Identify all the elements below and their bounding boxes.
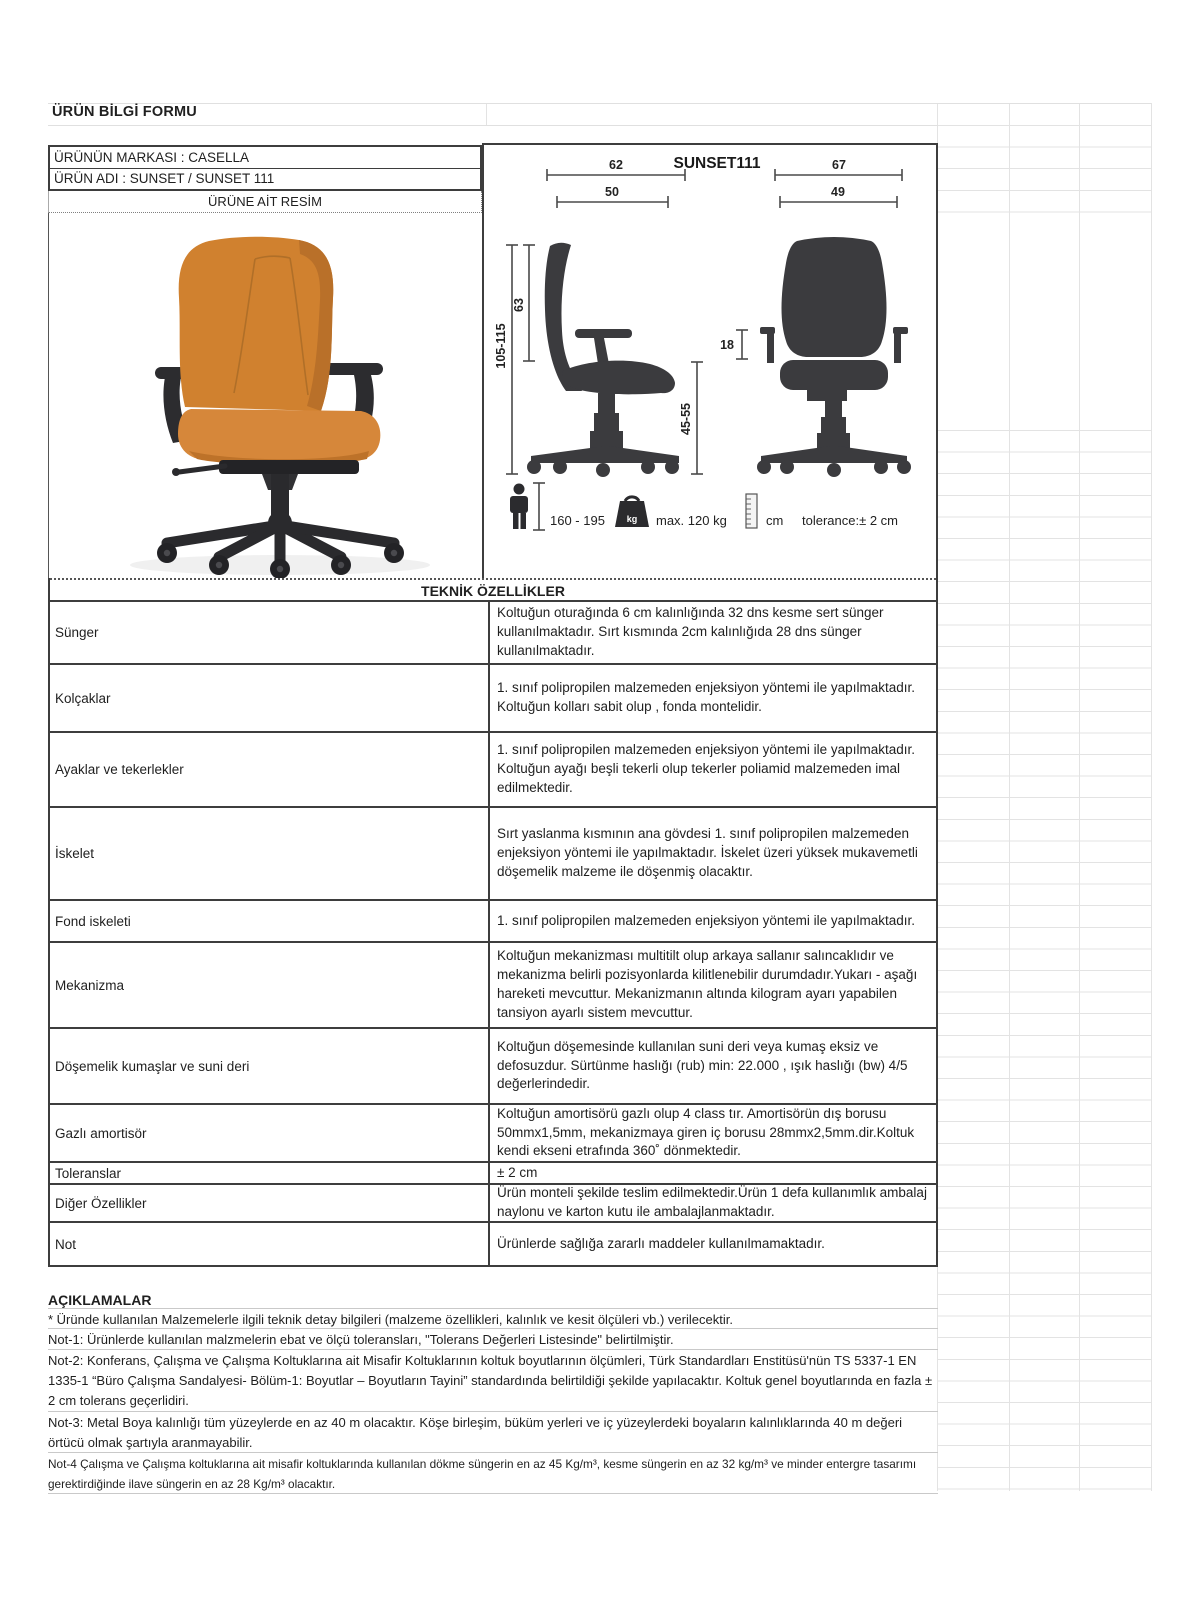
spec-value: Koltuğun amortisörü gazlı olup 4 class tır. Amortisörün dış borusu 50mmx1,5mm, mekanizmaya giren iç borusu 28mmx2,5mm.dir.Koltuk kendi ekseni etrafında 360˚ dönmektedir. bbox=[488, 1105, 936, 1161]
unit-label: cm bbox=[766, 513, 784, 528]
note-item: * Üründe kullanılan Malzemelerle ilgili teknik detay bilgileri (malzeme özellikleri, kalınlık ve kesit ölçüleri vb.) verilecektir. bbox=[48, 1308, 938, 1329]
dimension-diagram bbox=[484, 145, 936, 576]
weight-icon bbox=[615, 497, 649, 527]
diagram-title: SUNSET111 bbox=[673, 155, 761, 172]
spec-value: Sırt yaslanma kısmının ana gövdesi 1. sınıf polipropilen malzemeden enjeksiyon yöntemi ile yapılmaktadır. İskelet üzeri yüksek mukavemetli döşemelik malzeme ile döşenmiş olacaktır. bbox=[488, 808, 936, 899]
dim-back-width: 62 bbox=[609, 158, 623, 172]
max-weight-label: max. 120 kg bbox=[656, 513, 727, 528]
spec-value: Koltuğun oturağında 6 cm kalınlığında 32 dns kesme sert sünger kullanılmaktadır. Sırt kısmında 2cm kalınlığıda 28 dns sünger kullanılmaktadır. bbox=[488, 602, 936, 663]
page-title: ÜRÜN BİLGİ FORMU bbox=[52, 104, 197, 120]
table-row bbox=[50, 1029, 936, 1105]
dim-seat-height: 45-55 bbox=[679, 403, 693, 435]
spec-label: Sünger bbox=[55, 625, 99, 640]
product-name-row: ÜRÜN ADI : SUNSET / SUNSET 111 bbox=[54, 171, 275, 186]
table-row bbox=[50, 733, 936, 808]
spec-label: Diğer Özellikler bbox=[55, 1195, 147, 1211]
spec-value: 1. sınıf polipropilen malzemeden enjeksiyon yöntemi ile yapılmaktadır. Koltuğun kolları sabit olup , fonda montelidir. bbox=[488, 665, 936, 731]
note-item: Not-1: Ürünlerde kullanılan malzmelerin ebat ve ölçü toleransları, "Tolerans Değerleri Listesinde" belirtilmiştir. bbox=[48, 1329, 938, 1350]
product-image-caption: ÜRÜNE AİT RESİM bbox=[48, 191, 482, 213]
product-photo-area bbox=[48, 213, 482, 578]
tolerance-label: tolerance:± 2 cm bbox=[802, 513, 899, 528]
dim-overall-height: 105-115 bbox=[494, 323, 508, 369]
spec-label: Fond iskeleti bbox=[55, 913, 131, 929]
table-row bbox=[50, 1185, 936, 1223]
tech-specs-table bbox=[48, 578, 938, 1267]
person-icon bbox=[510, 484, 528, 530]
spec-value: Koltuğun mekanizması multitilt olup arkaya sallanır salıncaklıdır ve mekanizma belirli pozisyonlarda kilitlenebilir durumdadır.Yukarı - aşağı hareketi mevcuttur. Mekanizmanın altında kilogram ayarı yapabilen tansiyon ayarlı sistem mevcuttur. bbox=[488, 943, 936, 1027]
notes-header: AÇIKLAMALAR bbox=[48, 1292, 152, 1308]
svg-text:kg: kg bbox=[626, 514, 638, 524]
table-row bbox=[50, 1223, 936, 1265]
spec-label: Kolçaklar bbox=[55, 690, 111, 706]
spec-value: 1. sınıf polipropilen malzemeden enjeksiyon yöntemi ile yapılmaktadır. bbox=[488, 901, 936, 941]
table-row bbox=[50, 808, 936, 901]
spec-value: Ürünlerde sağlığa zararlı maddeler kullanılmamaktadır. bbox=[488, 1223, 936, 1265]
spec-value: Ürün monteli şekilde teslim edilmektedir.Ürün 1 defa kullanımlık ambalaj naylonu ve karton kutu ile ambalajlanmaktadır. bbox=[488, 1185, 936, 1221]
tech-specs-header: TEKNİK ÖZELLİKLER bbox=[50, 578, 936, 602]
note-item: Not-2: Konferans, Çalışma ve Çalışma Koltuklarına ait Misafir Koltuklarının koltuk boyutlarının ölçümleri, Türk Standardları Enstitüsü'nün TS 5337-1 EN 1335-1 “Büro Çalışma Sandalyesi- Bölüm-1: Boyutlar – Boyutların Tayini” standardında belirtildiği şekilde yapılacaktır. Koltuk genel boyutlarında en fazla ± 2 cm tolerans geçerlidiri. bbox=[48, 1350, 938, 1412]
info-icons-row bbox=[510, 484, 898, 530]
spec-label: Döşemelik kumaşlar ve suni deri bbox=[55, 1058, 250, 1074]
spec-value: Koltuğun döşemesinde kullanılan suni deri veya kumaş eksiz ve defosuzdur. Sürtünme haslığı (rub) min: 22.000 , ışık haslığı (bw) 4/5 değerlerindedir. bbox=[488, 1029, 936, 1103]
ruler-icon bbox=[746, 494, 757, 528]
spec-label: Not bbox=[55, 1236, 77, 1252]
spec-label: İskelet bbox=[55, 846, 95, 861]
product-brand-row: ÜRÜNÜN MARKASI : CASELLA bbox=[50, 147, 480, 169]
dim-back-height: 63 bbox=[512, 298, 526, 312]
chair-side-view bbox=[527, 243, 679, 477]
note-item: Not-4 Çalışma ve Çalışma koltuklarına ait misafir koltuklarında kullanılan dökme süngerin en az 45 Kg/m³, kesme süngerin en az 32 kg/m³ ve minder entergre tasarımı gerektirdiğinde ilave süngerin en az 28 Kg/m³ olacaktır. bbox=[48, 1453, 938, 1494]
grid-line-vertical bbox=[486, 103, 487, 126]
dim-seat-width-front: 49 bbox=[831, 185, 845, 199]
dimension-diagram-box bbox=[482, 143, 938, 578]
grid-line-vertical bbox=[1151, 103, 1152, 1491]
table-row bbox=[50, 1105, 936, 1163]
spec-label: Mekanizma bbox=[55, 977, 125, 993]
grid-rows-band bbox=[938, 430, 1151, 1491]
table-row bbox=[50, 665, 936, 733]
product-identity-box bbox=[48, 145, 482, 191]
spec-label: Toleranslar bbox=[55, 1165, 122, 1181]
spec-value: ± 2 cm bbox=[488, 1163, 936, 1183]
dim-overall-width-front: 67 bbox=[832, 158, 846, 172]
note-item: Not-3: Metal Boya kalınlığı tüm yüzeylerde en az 40 m olacaktır. Köşe birleşim, büküm yerleri ve iç yüzeylerdeki boyaların kalınlıklarında 40 m değeri örtücü olmak şartıyla aranmayabilir. bbox=[48, 1412, 938, 1453]
spec-label: Ayaklar ve tekerlekler bbox=[55, 762, 184, 777]
grid-rows-band bbox=[938, 125, 1151, 215]
dim-seat-width-side: 50 bbox=[605, 185, 619, 199]
spec-value: 1. sınıf polipropilen malzemeden enjeksiyon yöntemi ile yapılmaktadır. Koltuğun ayağı beşli tekerli olup tekerler poliamid malzemeden imal edilmektedir. bbox=[488, 733, 936, 806]
person-height-range: 160 - 195 bbox=[550, 513, 605, 528]
notes-section bbox=[48, 1292, 938, 1494]
chair-front-view bbox=[757, 237, 911, 477]
product-photo-chair bbox=[49, 213, 483, 578]
spec-label: Gazlı amortisör bbox=[55, 1125, 147, 1141]
dim-armrest-height: 18 bbox=[720, 338, 734, 352]
table-row bbox=[50, 943, 936, 1029]
table-row bbox=[50, 602, 936, 665]
table-row bbox=[50, 1163, 936, 1185]
grid-line-horizontal bbox=[48, 103, 1151, 104]
table-row bbox=[50, 901, 936, 943]
